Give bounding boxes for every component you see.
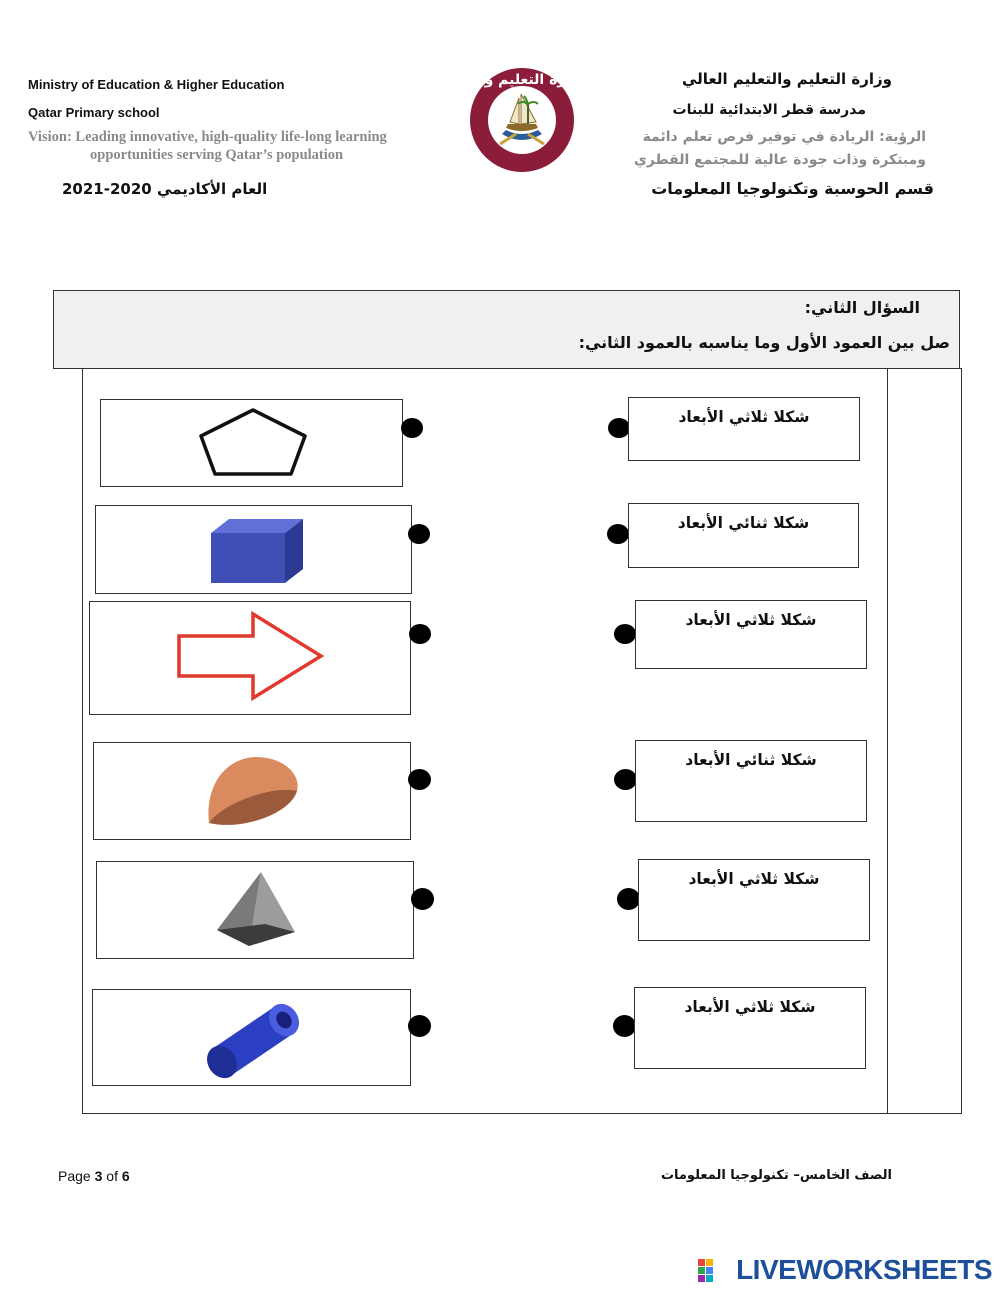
pyramid-icon	[209, 866, 301, 952]
page-mid: of	[102, 1168, 122, 1184]
label-dot-6[interactable]	[613, 1015, 636, 1037]
label-card-1	[628, 397, 860, 461]
vision-ar-line2: ومبتكرة وذات جودة عالية للمجتمع القطري	[633, 152, 926, 168]
vision-ar-line1: الرؤية: الريادة في توفير فرص تعلم دائمة	[642, 129, 926, 145]
table-divider	[887, 368, 888, 1113]
label-text-6: شكلا ثلاثي الأبعاد	[684, 998, 816, 1016]
page-total: 6	[121, 1168, 130, 1184]
vision-en-line1: Vision: Leading innovative, high-quality life-long learning	[28, 129, 387, 145]
department-ar: قسم الحوسبة وتكنولوجيا المعلومات	[651, 179, 934, 198]
label-dot-4[interactable]	[614, 769, 637, 790]
shape-card-cylinder	[92, 989, 411, 1086]
label-card-6	[634, 987, 866, 1069]
label-card-3	[635, 600, 867, 669]
cylinder-icon	[198, 995, 306, 1079]
label-card-4	[635, 740, 867, 822]
arrow-icon	[171, 608, 329, 704]
shape-card-cube	[95, 505, 412, 594]
label-text-3: شكلا ثلاثي الأبعاد	[685, 611, 817, 629]
ministry-ar: وزارة التعليم والتعليم العالي	[681, 70, 892, 88]
question-title: السؤال الثاني:	[804, 298, 920, 317]
shape-dot-3[interactable]	[409, 624, 431, 644]
shape-card-hemisphere	[93, 742, 411, 840]
course-footer: الصف الخامس– تكنولوجيا المعلومات	[660, 1168, 892, 1183]
liveworksheets-logo-icon	[698, 1259, 722, 1283]
shape-card-arrow	[89, 601, 411, 715]
shape-dot-6[interactable]	[408, 1015, 431, 1037]
academic-year: العام الأكاديمي 2020-2021	[62, 180, 268, 198]
logo-text: دولة قطر وزارة التعليم و التعليم العالي	[386, 72, 658, 88]
label-dot-2[interactable]	[607, 524, 629, 544]
label-dot-1[interactable]	[608, 418, 630, 438]
shape-card-pyramid	[96, 861, 414, 959]
pentagon-icon	[183, 404, 323, 480]
label-dot-3[interactable]	[614, 624, 636, 644]
vision-en	[28, 128, 448, 164]
page-current: 3	[94, 1168, 103, 1184]
school-en: Qatar Primary school	[28, 105, 160, 120]
page-indicator	[58, 1168, 130, 1184]
label-card-2	[628, 503, 859, 568]
shape-dot-1[interactable]	[401, 418, 423, 438]
label-text-4: شكلا ثنائي الأبعاد	[685, 751, 817, 769]
label-text-5: شكلا ثلاثي الأبعاد	[688, 870, 820, 888]
shape-card-pentagon	[100, 399, 403, 487]
qatar-ministry-logo	[386, 64, 658, 176]
shape-dot-5[interactable]	[411, 888, 434, 910]
label-text-1: شكلا ثلاثي الأبعاد	[678, 408, 810, 426]
label-text-2: شكلا ثنائي الأبعاد	[677, 514, 810, 532]
page-prefix: Page	[58, 1168, 95, 1184]
cube-icon	[199, 511, 309, 589]
vision-en-line2: opportunities serving Qatar’s population	[90, 147, 344, 163]
hemisphere-icon	[203, 747, 303, 833]
school-ar: مدرسة قطر الابتدائية للبنات	[672, 102, 866, 118]
label-card-5	[638, 859, 870, 941]
liveworksheets-brand[interactable]: LIVEWORKSHEETS	[736, 1254, 992, 1285]
label-dot-5[interactable]	[617, 888, 640, 910]
ministry-en: Ministry of Education & Higher Education	[28, 77, 285, 92]
shape-dot-2[interactable]	[408, 524, 430, 544]
shape-dot-4[interactable]	[408, 769, 431, 790]
question-instruction: صل بين العمود الأول وما يناسبه بالعمود الثاني:	[578, 333, 950, 352]
